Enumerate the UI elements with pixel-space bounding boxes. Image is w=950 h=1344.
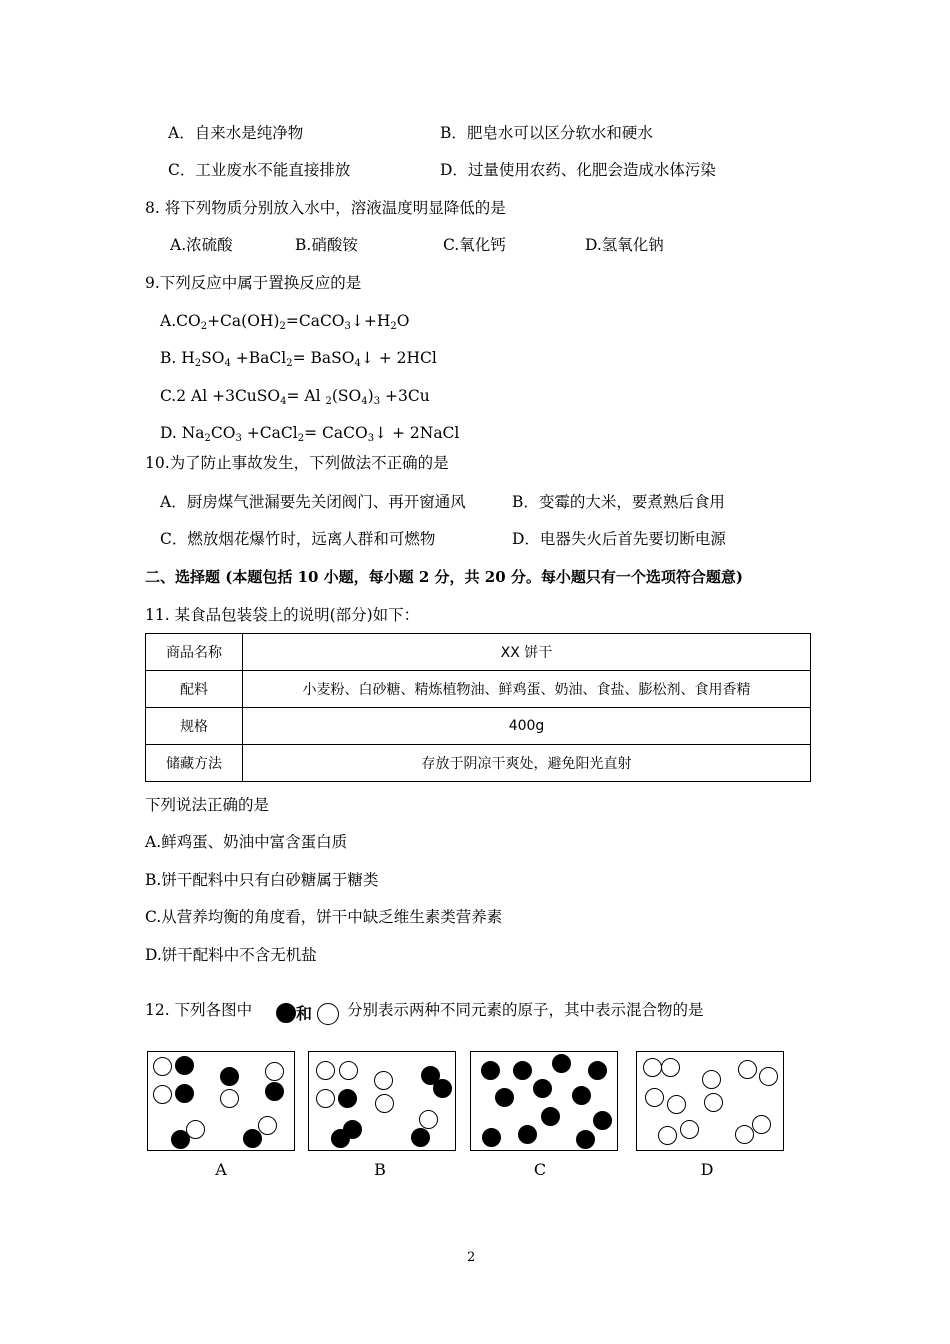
table-cell-value: 400g: [243, 708, 811, 745]
black-atom: [572, 1086, 591, 1105]
black-atom: [588, 1061, 607, 1080]
q10-option-b: B．变霉的大米，要煮熟后食用: [512, 493, 725, 511]
q8-option-d: D.氢氧化钠: [585, 236, 664, 254]
section-2-desc: (本题包括 10 小题，每小题 2 分，共 20 分。每小题只有一个选项符合题意): [225, 568, 743, 586]
legend-black-atom: [276, 1003, 296, 1023]
q10-option-a: A．厨房煤气泄漏要先关闭阀门、再开窗通风: [160, 493, 466, 511]
white-atom: [419, 1110, 438, 1129]
black-atom: [243, 1129, 262, 1148]
table-row: [146, 671, 811, 708]
q9-option-b: B. $H_2SO_4$ +BaCl$_2$= BaSO$_4$↓ + 2HCl: [160, 349, 437, 369]
white-atom: [153, 1057, 172, 1076]
black-atom: [576, 1130, 595, 1149]
q11-stem: 11. 某食品包装袋上的说明(部分)如下：: [145, 606, 420, 624]
black-atom: [533, 1079, 552, 1098]
white-atom: [643, 1058, 662, 1077]
white-atom: [735, 1125, 754, 1144]
food-info-table: [145, 633, 811, 782]
black-atom: [433, 1079, 452, 1098]
white-atom: [375, 1094, 394, 1113]
white-atom: [339, 1061, 358, 1080]
q11-option-c: C.从营养均衡的角度看，饼干中缺乏维生素类营养素: [145, 908, 503, 926]
black-atom: [265, 1082, 284, 1101]
q11-prompt: 下列说法正确的是: [145, 796, 270, 814]
white-atom: [220, 1089, 239, 1108]
q8-option-b: B.硝酸铵: [295, 236, 358, 254]
q9-option-d: D. $Na_2CO_3$ +CaCl$_2$= CaCO$_3$↓ + 2NaCl: [160, 424, 460, 444]
diagram-label-c: C: [533, 1160, 547, 1179]
legend-white-atom: [317, 1003, 339, 1025]
diagram-box-b: [308, 1051, 456, 1151]
q8-option-a: A.浓硫酸: [170, 236, 233, 254]
black-atom: [175, 1056, 194, 1075]
white-atom: [667, 1095, 686, 1114]
black-atom: [518, 1125, 537, 1144]
page-number: 2: [467, 1250, 476, 1265]
white-atom: [704, 1093, 723, 1112]
black-atom: [552, 1054, 571, 1073]
black-atom: [338, 1089, 357, 1108]
black-atom: [331, 1129, 350, 1148]
q7-option-d: D．过量使用农药、化肥会造成水体污染: [440, 161, 716, 179]
q12-stem-pre: 12. 下列各图中: [145, 1001, 253, 1019]
black-atom: [171, 1130, 190, 1149]
section-2-title: 二、选择题: [145, 568, 221, 586]
q10-option-c: C．燃放烟花爆竹时，远离人群和可燃物: [160, 530, 436, 548]
q7-option-a: A．自来水是纯净物: [168, 124, 304, 142]
white-atom: [316, 1089, 335, 1108]
white-atom: [258, 1116, 277, 1135]
q9-stem: 9.下列反应中属于置换反应的是: [145, 274, 362, 292]
white-atom: [680, 1120, 699, 1139]
table-cell-label: 商品名称: [146, 634, 243, 671]
q12-stem-post: 分别表示两种不同元素的原子，其中表示混合物的是: [347, 1001, 704, 1019]
white-atom: [759, 1067, 778, 1086]
q11-option-b: B.饼干配料中只有白砂糖属于糖类: [145, 871, 379, 889]
black-atom: [593, 1111, 612, 1130]
q9-option-a: $A.CO_2+Ca(OH)_2=CaCO_3↓+H_2O$: [160, 312, 410, 332]
table-cell-label: 配料: [146, 671, 243, 708]
table-cell-value: XX 饼干: [243, 634, 811, 671]
table-cell-label: 规格: [146, 708, 243, 745]
black-atom: [513, 1061, 532, 1080]
white-atom: [316, 1061, 335, 1080]
diagram-box-c: [470, 1051, 618, 1151]
q10-option-d: D．电器失火后首先要切断电源: [512, 530, 726, 548]
q11-option-d: D.饼干配料中不含无机盐: [145, 946, 317, 964]
white-atom: [153, 1085, 172, 1104]
q7-option-c: C．工业废水不能直接排放: [168, 161, 351, 179]
black-atom: [482, 1128, 501, 1147]
diagram-box-a: [147, 1051, 295, 1151]
table-cell-value: 小麦粉、白砂糖、精炼植物油、鲜鸡蛋、奶油、食盐、膨松剂、食用香精: [243, 671, 811, 708]
white-atom: [752, 1115, 771, 1134]
white-atom: [374, 1071, 393, 1090]
black-atom: [495, 1088, 514, 1107]
table-row: [146, 634, 811, 671]
white-atom: [265, 1062, 284, 1081]
q8-stem: 8. 将下列物质分别放入水中，溶液温度明显降低的是: [145, 199, 506, 217]
q8-option-c: C.氧化钙: [443, 236, 506, 254]
black-atom: [541, 1107, 560, 1126]
diagram-label-a: A: [215, 1160, 227, 1179]
table-cell-label: 储藏方法: [146, 745, 243, 782]
white-atom: [645, 1088, 664, 1107]
q9-option-c: C.2 Al +3CuSO$_4$= Al $_2(SO_4)_3 +3Cu$: [160, 387, 430, 407]
diagram-label-b: B: [374, 1160, 386, 1179]
diagram-box-d: [636, 1051, 784, 1151]
table-row: [146, 745, 811, 782]
q7-option-b: B．肥皂水可以区分软水和硬水: [440, 124, 653, 142]
white-atom: [738, 1060, 757, 1079]
diagram-label-d: D: [700, 1160, 714, 1179]
q11-option-a: A.鲜鸡蛋、奶油中富含蛋白质: [145, 833, 348, 851]
black-atom: [481, 1061, 500, 1080]
legend-and: 和: [296, 1004, 313, 1023]
q10-stem: 10.为了防止事故发生，下列做法不正确的是: [145, 454, 449, 472]
black-atom: [411, 1128, 430, 1147]
section-2-heading: [145, 567, 743, 587]
black-atom: [175, 1084, 194, 1103]
black-atom: [220, 1067, 239, 1086]
table-row: [146, 708, 811, 745]
white-atom: [702, 1070, 721, 1089]
white-atom: [661, 1058, 680, 1077]
white-atom: [658, 1126, 677, 1145]
table-cell-value: 存放于阴凉干爽处，避免阳光直射: [243, 745, 811, 782]
